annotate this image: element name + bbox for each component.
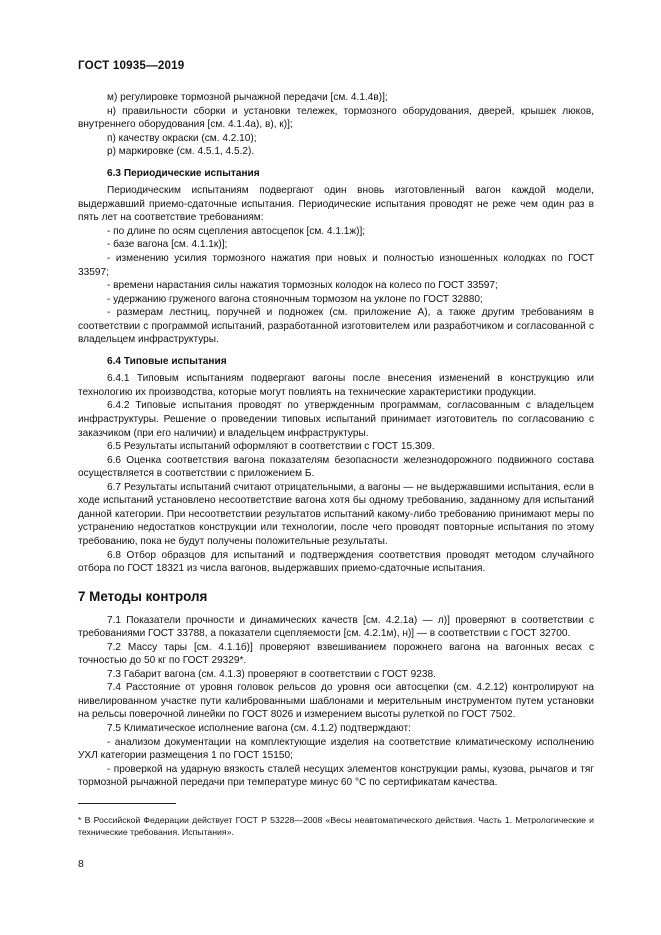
footnote-divider xyxy=(78,803,176,804)
paragraph: 7.5 Климатическое исполнение вагона (см. 4.1.2) подтверждают: xyxy=(107,722,411,734)
subsection-title-6-3: 6.3 Периодические испытания xyxy=(107,167,260,179)
paragraph: 6.4.2 Типовые испытания проводят по утвержденным программам, согласованным с владельцем инфраструктуры. Решение о проведении типовых испытаний принимает изготовитель по согласованию с заказчиком (при его наличии) и владельцем инфраструктуры. xyxy=(78,400,594,439)
list-item: - времени нарастания силы нажатия тормозных колодок на колесо по ГОСТ 33597; xyxy=(107,280,498,292)
list-item: м) регулировке тормозной рычажной передачи [см. 4.1.4в)]; xyxy=(107,92,388,103)
paragraph: 6.4.1 Типовым испытаниям подвергают вагоны после внесения изменений в конструкцию или технологию их производства, которые могут повлиять на технические характеристики продукции. xyxy=(78,373,594,398)
paragraph: 7.1 Показатели прочности и динамических качеств [см. 4.2.1а) — л)] проверяют в соответствии с требованиями ГОСТ 33788, а показатели сцепляемости [см. 4.2.1м), н)] — в соответствии с ГОСТ 32700. xyxy=(78,614,594,640)
list-item: - базе вагона [см. 4.1.1к)]; xyxy=(107,239,228,251)
list-item: н) правильности сборки и установки тележек, тормозного оборудования, дверей, крышек люков, внутреннего оборудования [см. 4.1.4а), в), к)]; xyxy=(78,105,594,131)
paragraph: 6.8 Отбор образцов для испытаний и подтверждения соответствия проводят методом случайного отбора по ГОСТ 18321 из числа вагонов, выдержавших приемо-сдаточные испытания. xyxy=(78,549,594,575)
paragraph: Периодическим испытаниям подвергают один вновь изготовленный вагон каждой модели, выдержавший приемо-сдаточные испытания. Периодические испытания проводят не реже чем один раз в пять лет на соответствие требованиям: xyxy=(78,185,594,224)
list-item: - размерам лестниц, поручней и подножек (см. приложение А), а также другим требованиям в соответствии с программой испытаний, разработанной изготовителем или разработчиком и согласованной с владельцем инфраструктуры. xyxy=(78,307,594,346)
list-item: - проверкой на ударную вязкость сталей несущих элементов конструкции рамы, кузова, рычагов и тяг тормозной рычажной передачи при температуре минус 60 °С по сертификатам качества. xyxy=(78,763,594,789)
paragraph: 6.7 Результаты испытаний считают отрицательными, а вагоны — не выдержавшими испытания, если в ходе испытаний установлено несоответствие вагона хотя бы одному требованию, заданному для испытаний данной категории. При несоответствии результатов испытаний какому-либо требованию принимают меры по устранению недостатков конструкции или технологии, после чего проводят повторные испытания по этому требованию, пока не будут получены положительные результаты. xyxy=(78,481,594,547)
paragraph: 7.4 Расстояние от уровня головок рельсов до уровня оси автосцепки (см. 4.2.12) контролируют на нивелированном участке пути калиброванными шаблонами и мерительным инструментом путем установки на рельсы поверочной линейки по ГОСТ 8026 и измерением высоты рулеткой по ГОСТ 7502. xyxy=(78,682,594,721)
subsection-title-6-4: 6.4 Типовые испытания xyxy=(107,355,227,367)
list-item: - анализом документации на комплектующие изделия на соответствие климатическому исполнению УХЛ категории размещения 1 по ГОСТ 15150; xyxy=(78,736,594,762)
paragraph: 7.2 Массу тары [см. 4.1.1б)] проверяют взвешиванием порожнего вагона на вагонных весах с точностью до 50 кг по ГОСТ 29329*. xyxy=(78,641,594,667)
list-item: п) качеству окраски (см. 4.2.10); xyxy=(107,132,257,144)
page-number: 8 xyxy=(78,858,84,870)
section-title-7: 7 Методы контроля xyxy=(78,588,208,604)
footnote: * В Российской Федерации действует ГОСТ Р 53228—2008 «Весы неавтоматического действия. Часть 1. Метрологические и технические требования. Испытания». xyxy=(78,815,594,838)
page-content xyxy=(78,91,594,790)
paragraph: 6.5 Результаты испытаний оформляют в соответствии с ГОСТ 15.309. xyxy=(107,441,435,453)
list-item: - удержанию груженого вагона стояночным тормозом на уклоне по ГОСТ 32880; xyxy=(107,293,483,305)
list-item: - по длине по осям сцепления автосцепок [см. 4.1.1ж)]; xyxy=(107,225,366,237)
list-item: - изменению усилия тормозного нажатия при новых и полностью изношенных колодках по ГОСТ 33597; xyxy=(78,253,594,278)
paragraph: 7.3 Габарит вагона (см. 4.1.3) проверяют в соответствии с ГОСТ 9238. xyxy=(107,668,436,680)
paragraph: 6.6 Оценка соответствия вагона показателям безопасности железнодорожного подвижного состава осуществляется в соответствии с приложением Б. xyxy=(78,454,594,480)
document-header: ГОСТ 10935—2019 xyxy=(78,59,185,72)
list-item: р) маркировке (см. 4.5.1, 4.5.2). xyxy=(107,146,255,158)
